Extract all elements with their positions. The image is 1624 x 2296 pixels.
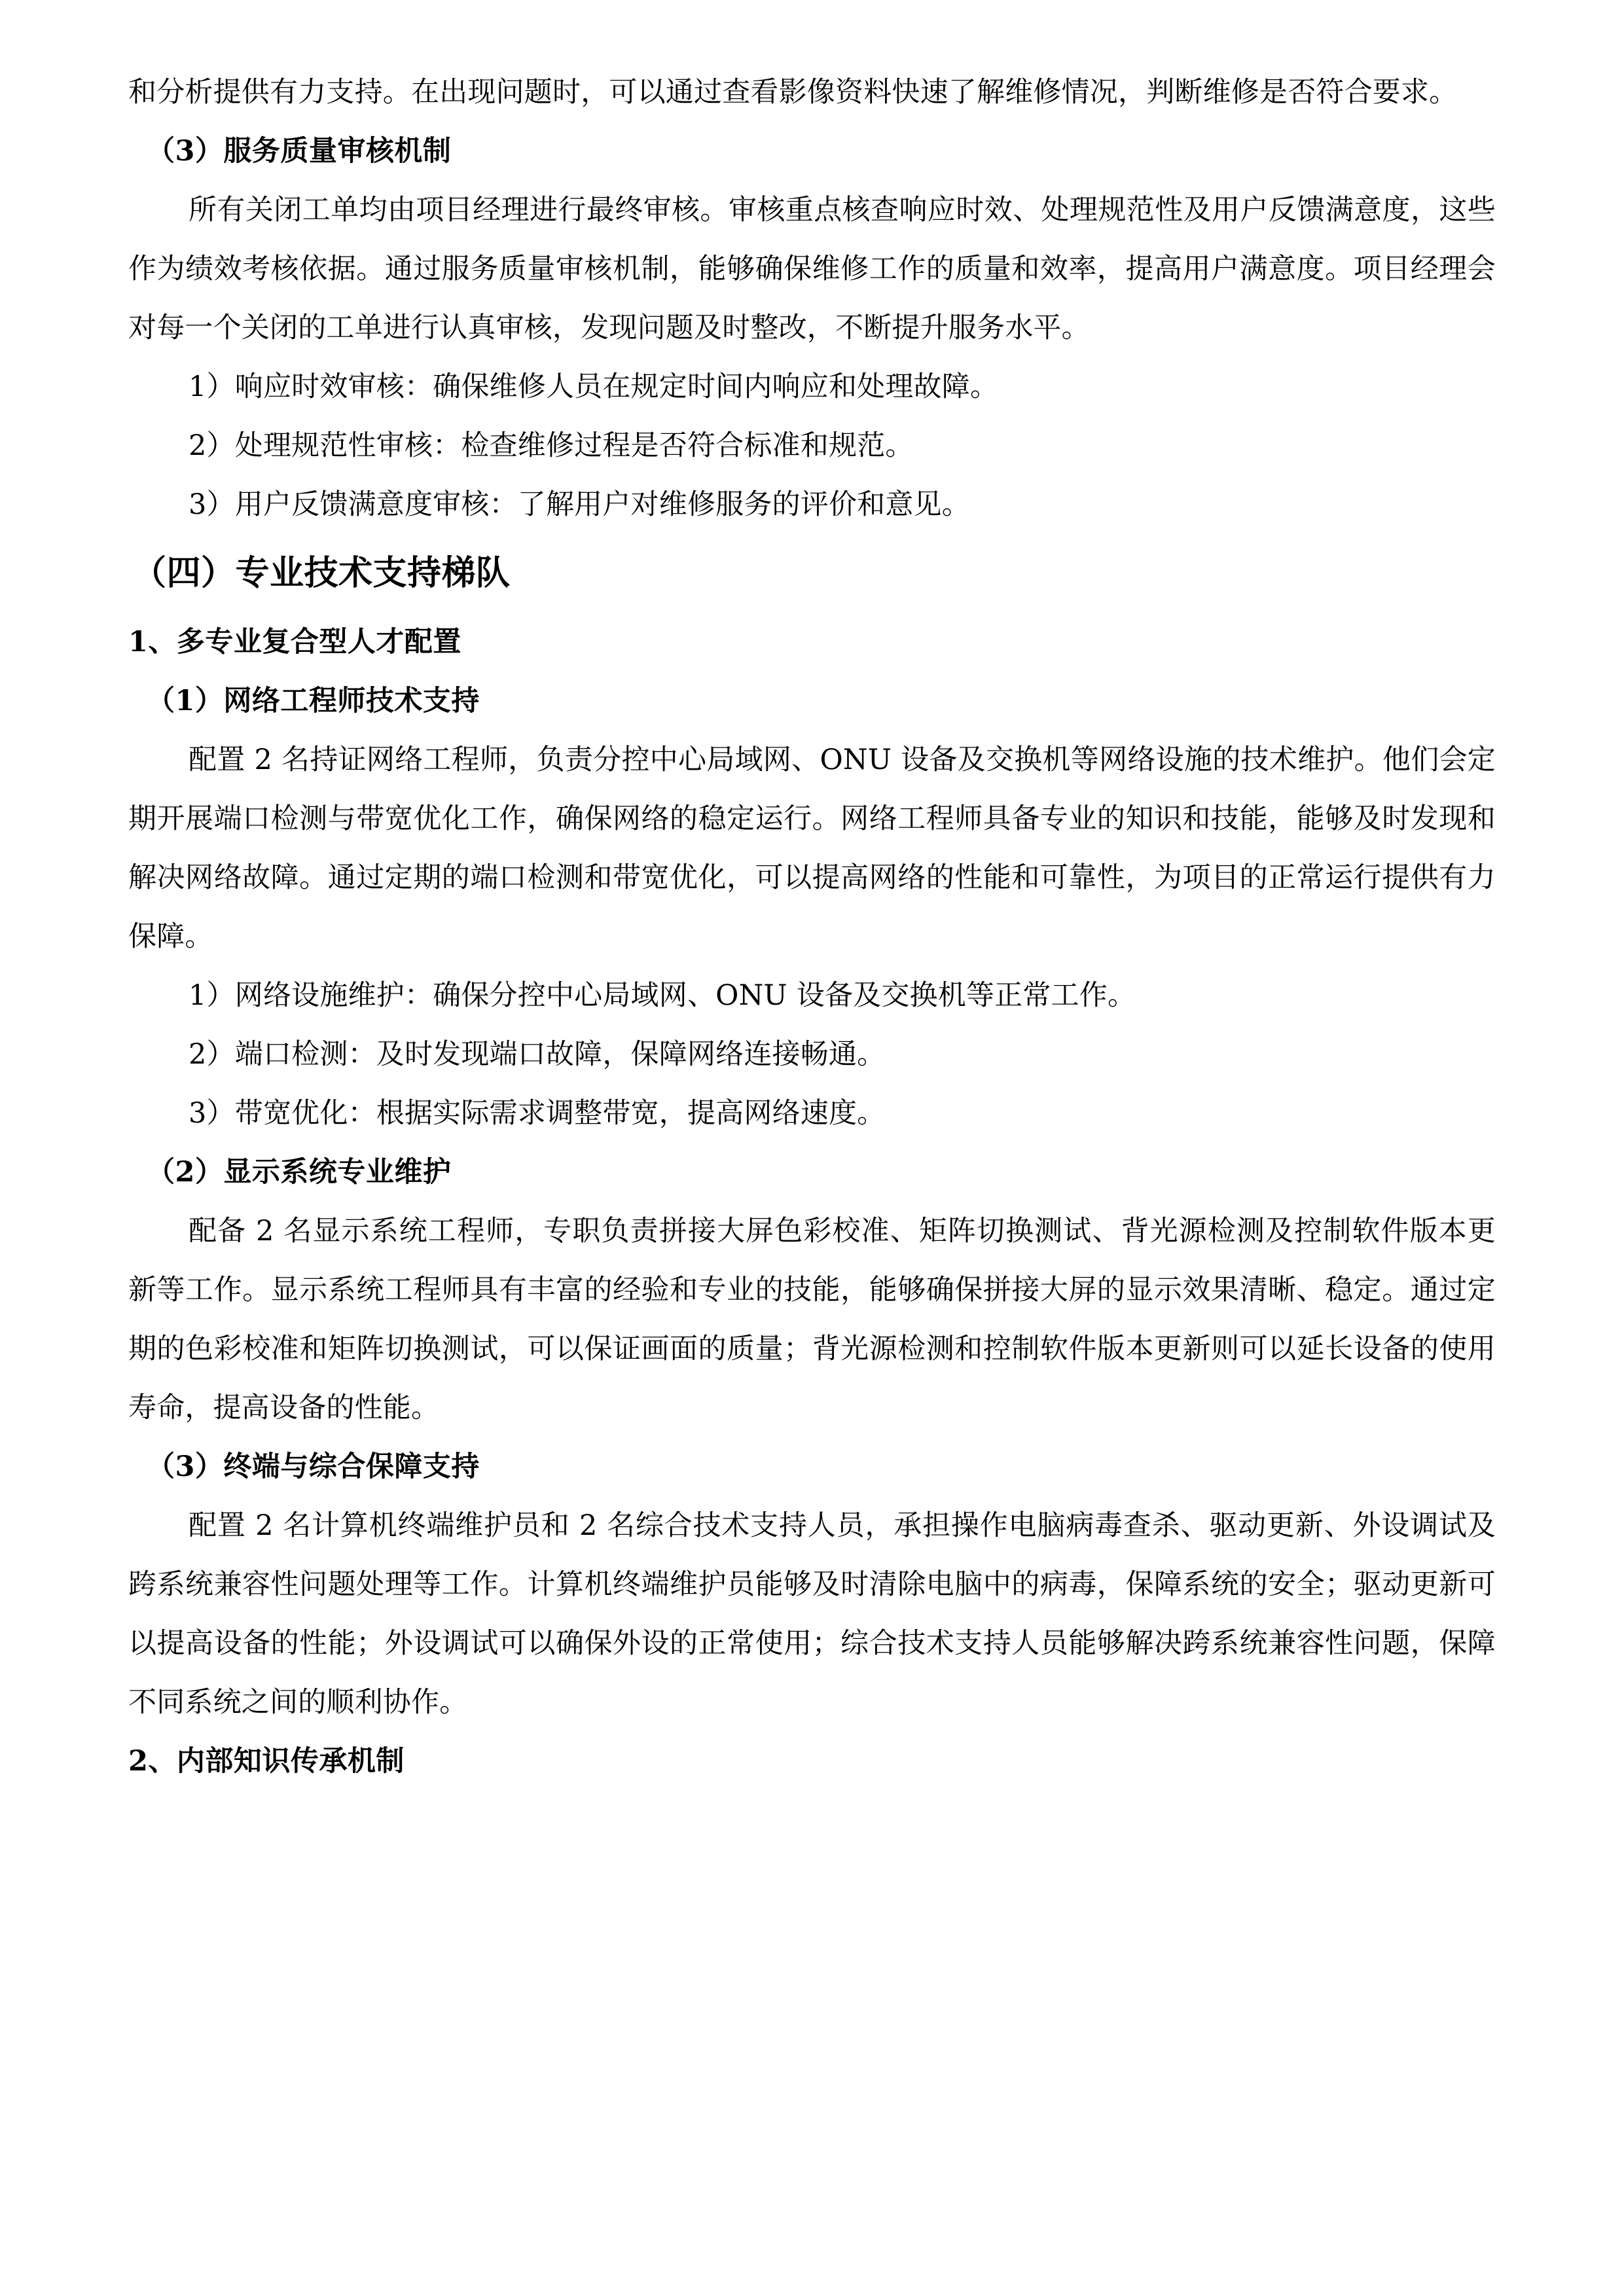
heading-section-four-technical-support-team: （四）专业技术支持梯队 <box>132 553 511 593</box>
list-item-user-satisfaction: 3）用户反馈满意度审核：了解用户对维修服务的评价和意见。 <box>189 488 970 521</box>
heading-display-system-maintenance: （2）显示系统专业维护 <box>147 1156 452 1189</box>
heading-network-engineer-support: （1）网络工程师技术支持 <box>147 685 480 717</box>
list-item-response-timeliness: 1）响应时效审核：确保维修人员在规定时间内响应和处理故障。 <box>189 370 999 403</box>
list-item-port-detection: 2）端口检测：及时发现端口故障，保障网络连接畅通。 <box>189 1038 886 1071</box>
list-item-process-compliance: 2）处理规范性审核：检查维修过程是否符合标准和规范。 <box>189 429 914 462</box>
paragraph-display-system: 配备 2 名显示系统工程师，专职负责拼接大屏色彩校准、矩阵切换测试、背光源检测及控制软件版本更新等工作。显示系统工程师具有丰富的经验和专业的技能，能够确保拼接大屏的显示效果清晰、稳定。通过定期的色彩校准和矩阵切换测试，可以保证画面的质量；背光源检测和控制软件版本更新则可以延长设备的使用寿命，提高设备的性能。 <box>128 1215 1496 1424</box>
document-content <box>128 63 1496 1791</box>
paragraph-network-engineer: 配置 2 名持证网络工程师，负责分控中心局域网、ONU 设备及交换机等网络设施的技术维护。他们会定期开展端口检测与带宽优化工作，确保网络的稳定运行。网络工程师具备专业的知识和技能，能够及时发现和解决网络故障。通过定期的端口检测和带宽优化，可以提高网络的性能和可靠性，为项目的正常运行提供有力保障。 <box>128 744 1496 953</box>
paragraph-continuation: 和分析提供有力支持。在出现问题时，可以通过查看影像资料快速了解维修情况，判断维修是否符合要求。 <box>128 76 1458 109</box>
heading-service-quality-review: （3）服务质量审核机制 <box>147 135 452 168</box>
heading-internal-knowledge-transfer: 2、内部知识传承机制 <box>128 1745 405 1778</box>
heading-terminal-comprehensive-support: （3）终端与综合保障支持 <box>147 1450 480 1483</box>
list-item-network-facility-maintenance: 1）网络设施维护：确保分控中心局域网、ONU 设备及交换机等正常工作。 <box>189 979 1136 1012</box>
paragraph-terminal-support: 配置 2 名计算机终端维护员和 2 名综合技术支持人员，承担操作电脑病毒查杀、驱动更新、外设调试及跨系统兼容性问题处理等工作。计算机终端维护员能够及时清除电脑中的病毒，保障系统的安全；驱动更新可以提高设备的性能；外设调试可以确保外设的正常使用；综合技术支持人员能够解决跨系统兼容性问题，保障不同系统之间的顺利协作。 <box>128 1509 1496 1719</box>
heading-multi-discipline-talent: 1、多专业复合型人才配置 <box>128 626 461 658</box>
list-item-bandwidth-optimization: 3）带宽优化：根据实际需求调整带宽，提高网络速度。 <box>189 1097 886 1130</box>
paragraph-service-quality: 所有关闭工单均由项目经理进行最终审核。审核重点核查响应时效、处理规范性及用户反馈满意度，这些作为绩效考核依据。通过服务质量审核机制，能够确保维修工作的质量和效率，提高用户满意度。项目经理会对每一个关闭的工单进行认真审核，发现问题及时整改，不断提升服务水平。 <box>128 194 1496 344</box>
